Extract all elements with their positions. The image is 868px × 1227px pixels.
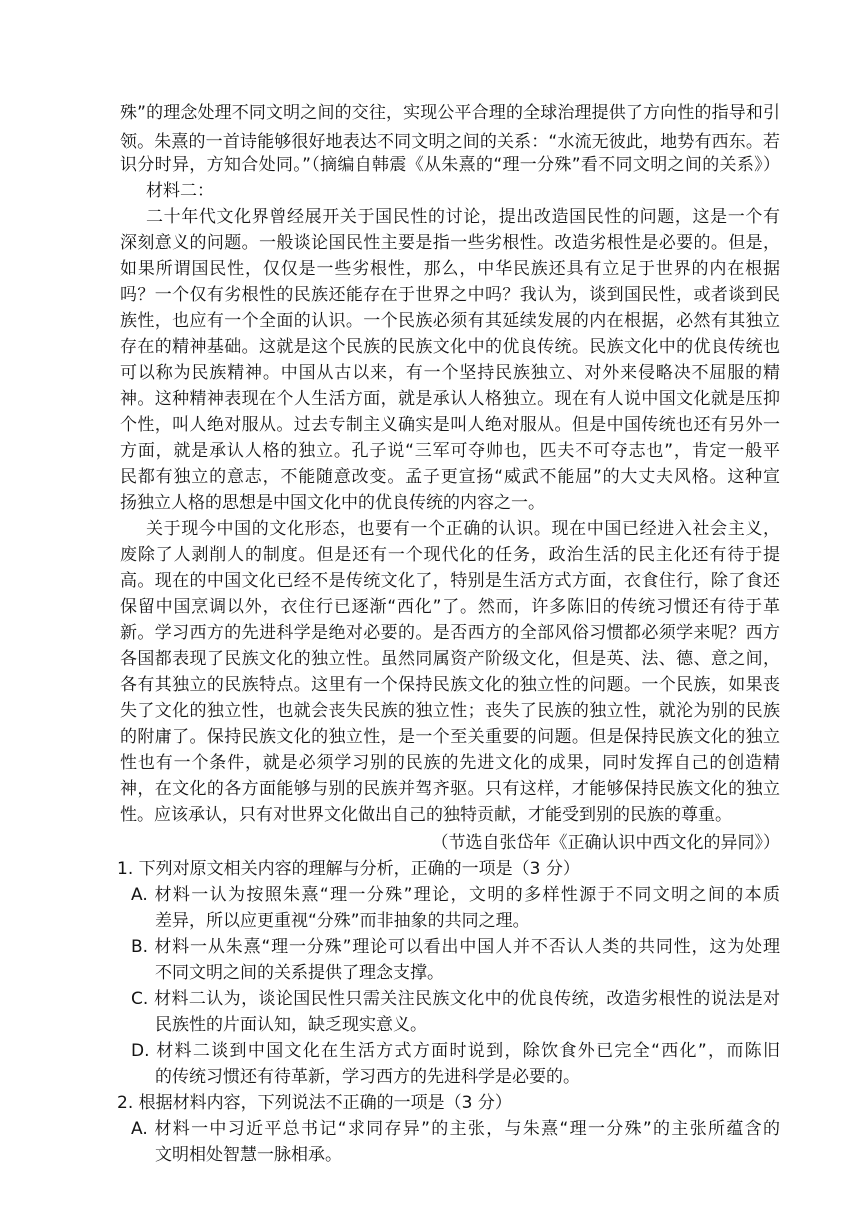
text-line: 存在的精神基础。这就是这个民族的民族文化中的优良传统。民族文化中的优良传统也 [120, 337, 780, 357]
question-stem: 1. 下列对原文相关内容的理解与分析，正确的一项是（3 分） [117, 859, 580, 879]
text-line: 扬独立人格的思想是中国文化中的优良传统的内容之一。 [120, 493, 545, 513]
section-heading: 材料二： [146, 181, 214, 201]
option-b: B. 材料一从朱熹“理一分殊”理论可以看出中国人并不否认人类的共同性，这为处理 [131, 937, 780, 957]
text-line: 废除了人剥削人的制度。但是还有一个现代化的任务，政治生活的民主化还有待于提 [120, 545, 780, 565]
option-c-cont: 民族性的片面认知，缺乏现实意义。 [155, 1015, 427, 1035]
text-line: 性。应该承认，只有对世界文化做出自己的独特贡献，才能受到别的民族的尊重。 [120, 805, 732, 825]
text-line: 的附庸了。保持民族文化的独立性，是一个至关重要的问题。但是保持民族文化的独立 [120, 727, 780, 747]
text-line: 性也有一个条件，就是必须学习别的民族的先进文化的成果，同时发挥自己的创造精 [120, 753, 780, 773]
text-line: 失了文化的独立性，也就会丧失民族的独立性；丧失了民族的独立性，就沦为别的民族 [120, 701, 780, 721]
source-citation: （节选自张岱年《正确认识中西文化的异同》） [431, 833, 780, 853]
text-line: 可以称为民族精神。中国从古以来，有一个坚持民族独立、对外来侵略决不屈服的精 [120, 363, 780, 383]
text-line: 各国都表现了民族文化的独立性。虽然同属资产阶级文化，但是英、法、德、意之间， [120, 649, 780, 669]
text-line: 个性，叫人绝对服从。过去专制主义确实是叫人绝对服从。但是中国传统也还有另外一 [120, 415, 780, 435]
text-line: 高。现在的中国文化已经不是传统文化了，特别是生活方式方面，衣食住行，除了食还 [120, 571, 780, 591]
text-line: 保留中国烹调以外，衣住行已逐渐“西化”了。然而，许多陈旧的传统习惯还有待于革 [120, 597, 780, 617]
question-stem: 2. 根据材料内容，下列说法不正确的一项是（3 分） [117, 1093, 512, 1113]
text-line: 领。朱熹的一首诗能够很好地表达不同文明之间的关系：“水流无彼此，地势有西东。若 [120, 132, 780, 152]
option-a: A. 材料一中习近平总书记“求同存异”的主张，与朱熹“理一分殊”的主张所蕴含的 [131, 1119, 780, 1139]
text-line: 殊”的理念处理不同文明之间的交往，实现公平合理的全球治理提供了方向性的指导和引 [120, 103, 780, 123]
text-line: 吗？一个仅有劣根性的民族还能存在于世界之中吗？我认为，谈到国民性，或者谈到民 [120, 285, 780, 305]
source-citation: 识分时异，方知合处同。”（摘编自韩震《从朱熹的“理一分殊”看不同文明之间的关系》） [120, 155, 780, 175]
option-b-cont: 不同文明之间的关系提供了理念支撑。 [155, 963, 444, 983]
text-line: 方面，就是承认人格的独立。孔子说“三军可夺帅也，匹夫不可夺志也”，肯定一般平 [120, 441, 780, 461]
option-a-cont: 文明相处智慧一脉相承。 [155, 1145, 342, 1165]
text-line: 关于现今中国的文化形态，也要有一个正确的认识。现在中国已经进入社会主义， [146, 519, 780, 539]
text-line: 如果所谓国民性，仅仅是一些劣根性，那么，中华民族还具有立足于世界的内在根据 [120, 259, 780, 279]
option-d-cont: 的传统习惯还有待革新，学习西方的先进科学是必要的。 [155, 1067, 580, 1087]
option-a-cont: 差异，所以应更重视“分殊”而非抽象的共同之理。 [155, 911, 530, 931]
text-line: 族性，也应有一个全面的认识。一个民族必须有其延续发展的内在根据，必然有其独立 [120, 311, 780, 331]
option-c: C. 材料二认为，谈论国民性只需关注民族文化中的优良传统，改造劣根性的说法是对 [131, 989, 780, 1009]
text-line: 深刻意义的问题。一般谈论国民性主要是指一些劣根性。改造劣根性是必要的。但是， [120, 233, 780, 253]
text-line: 神。这种精神表现在个人生活方面，就是承认人格独立。现在有人说中国文化就是压抑 [120, 389, 780, 409]
text-line: 神，在文化的各方面能够与别的民族并驾齐驱。只有这样，才能够保持民族文化的独立 [120, 779, 780, 799]
text-line: 民都有独立的意志，不能随意改变。孟子更宣扬“威武不能屈”的大丈夫风格。这种宣 [120, 467, 780, 487]
text-line: 新。学习西方的先进科学是绝对必要的。是否西方的全部风俗习惯都必须学来呢？西方 [120, 623, 780, 643]
option-d: D. 材料二谈到中国文化在生活方式方面时说到，除饮食外已完全“西化”，而陈旧 [131, 1041, 780, 1061]
text-line: 各有其独立的民族特点。这里有一个保持民族文化的独立性的问题。一个民族，如果丧 [120, 675, 780, 695]
text-line: 二十年代文化界曾经展开关于国民性的讨论，提出改造国民性的问题，这是一个有 [146, 207, 780, 227]
option-a: A. 材料一认为按照朱熹“理一分殊”理论，文明的多样性源于不同文明之间的本质 [131, 885, 780, 905]
